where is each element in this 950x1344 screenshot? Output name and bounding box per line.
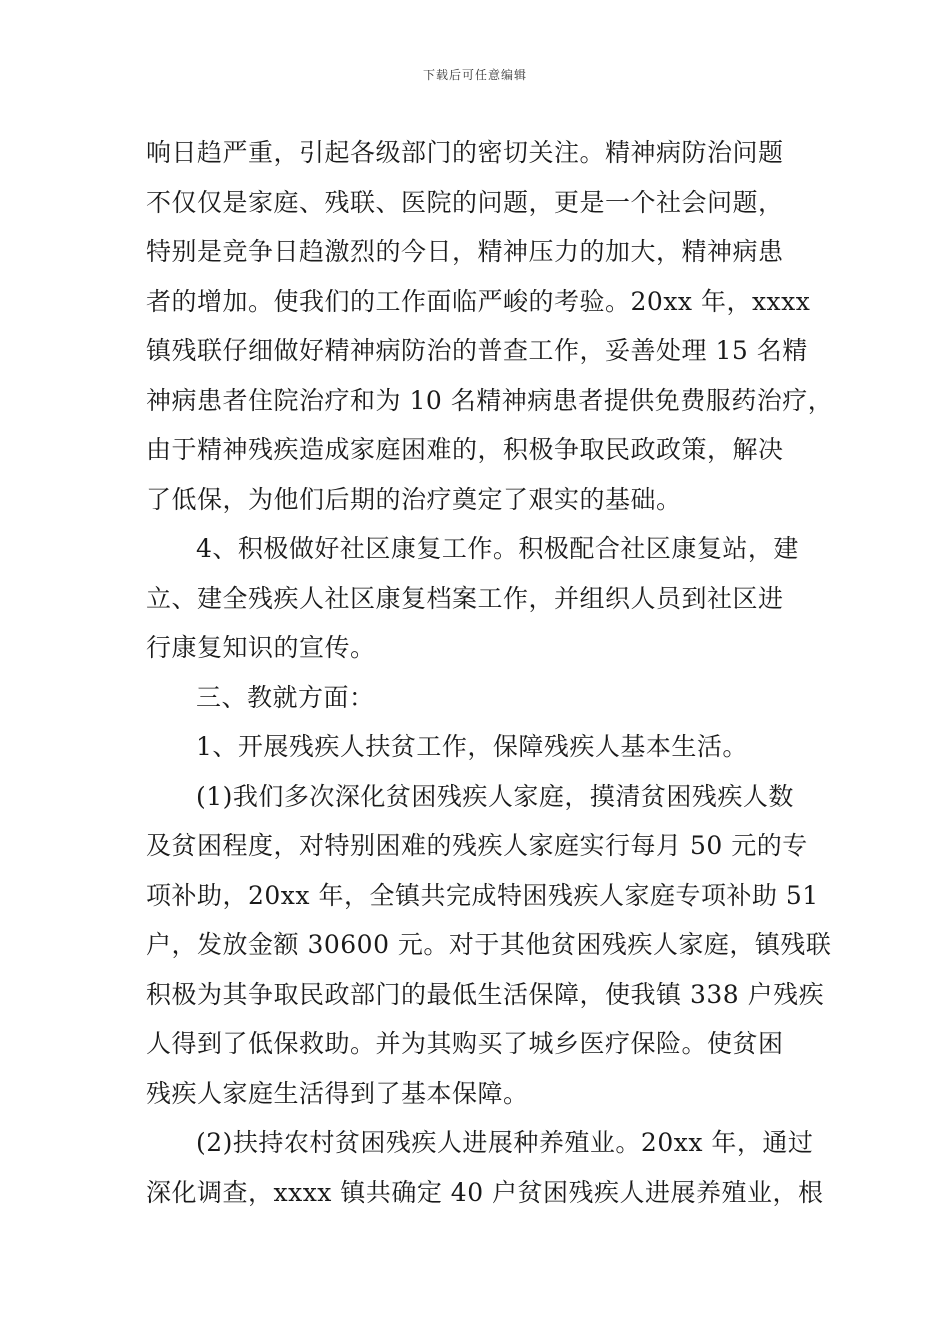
text-line: 行康复知识的宣传。 [146,633,376,662]
text-line: 者的增加。使我们的工作面临严峻的考验。20xx 年，xxxx [146,286,811,316]
text-line: 户，发放金额 30600 元。对于其他贫困残疾人家庭，镇残联 [146,930,832,959]
text-line: 由于精神残疾造成家庭困难的，积极争取民政政策，解决 [146,435,784,464]
text-line: 了低保，为他们后期的治疗奠定了艰实的基础。 [146,484,682,514]
text-line: 深化调查，xxxx 镇共确定 40 户贫困残疾人进展养殖业，根 [146,1177,824,1207]
text-line: 及贫困程度，对特别困难的残疾人家庭实行每月 50 元的专 [146,831,808,860]
text-line: 不仅仅是家庭、残联、医院的问题，更是一个社会问题， [146,187,784,217]
text-line: 神病患者住院治疗和为 10 名精神病患者提供免费服药治疗， [146,385,834,415]
text-line: 镇残联仔细做好精神病防治的普查工作，妥善处理 15 名精 [146,336,808,365]
section-heading: 三、教就方面： [196,682,375,712]
text-line: 项补助，20xx 年，全镇共完成特困残疾人家庭专项补助 51 [146,880,819,910]
page-header: 下载后可任意编辑 [422,68,527,82]
paragraph-start-line: (2)扶持农村贫困残疾人进展种养殖业。20xx 年，通过 [196,1128,814,1157]
text-line: 立、建全残疾人社区康复档案工作，并组织人员到社区进 [146,583,784,613]
document-body [146,128,836,1217]
text-line: 响日趋严重，引起各级部门的密切关注。精神病防治问题 [146,138,784,167]
paragraph-start-line: 4、积极做好社区康复工作。积极配合社区康复站，建 [196,534,799,563]
text-line: 人得到了低保救助。并为其购买了城乡医疗保险。使贫困 [146,1029,784,1058]
text-line: 残疾人家庭生活得到了基本保障。 [146,1078,529,1108]
text-line: 积极为其争取民政部门的最低生活保障，使我镇 338 户残疾 [146,979,825,1009]
text-line: 特别是竞争日趋激烈的今日，精神压力的加大，精神病患 [146,237,784,266]
subsection-heading: 1、开展残疾人扶贫工作，保障残疾人基本生活。 [196,732,748,761]
paragraph-start-line: (1)我们多次深化贫困残疾人家庭，摸清贫困残疾人数 [196,781,794,811]
